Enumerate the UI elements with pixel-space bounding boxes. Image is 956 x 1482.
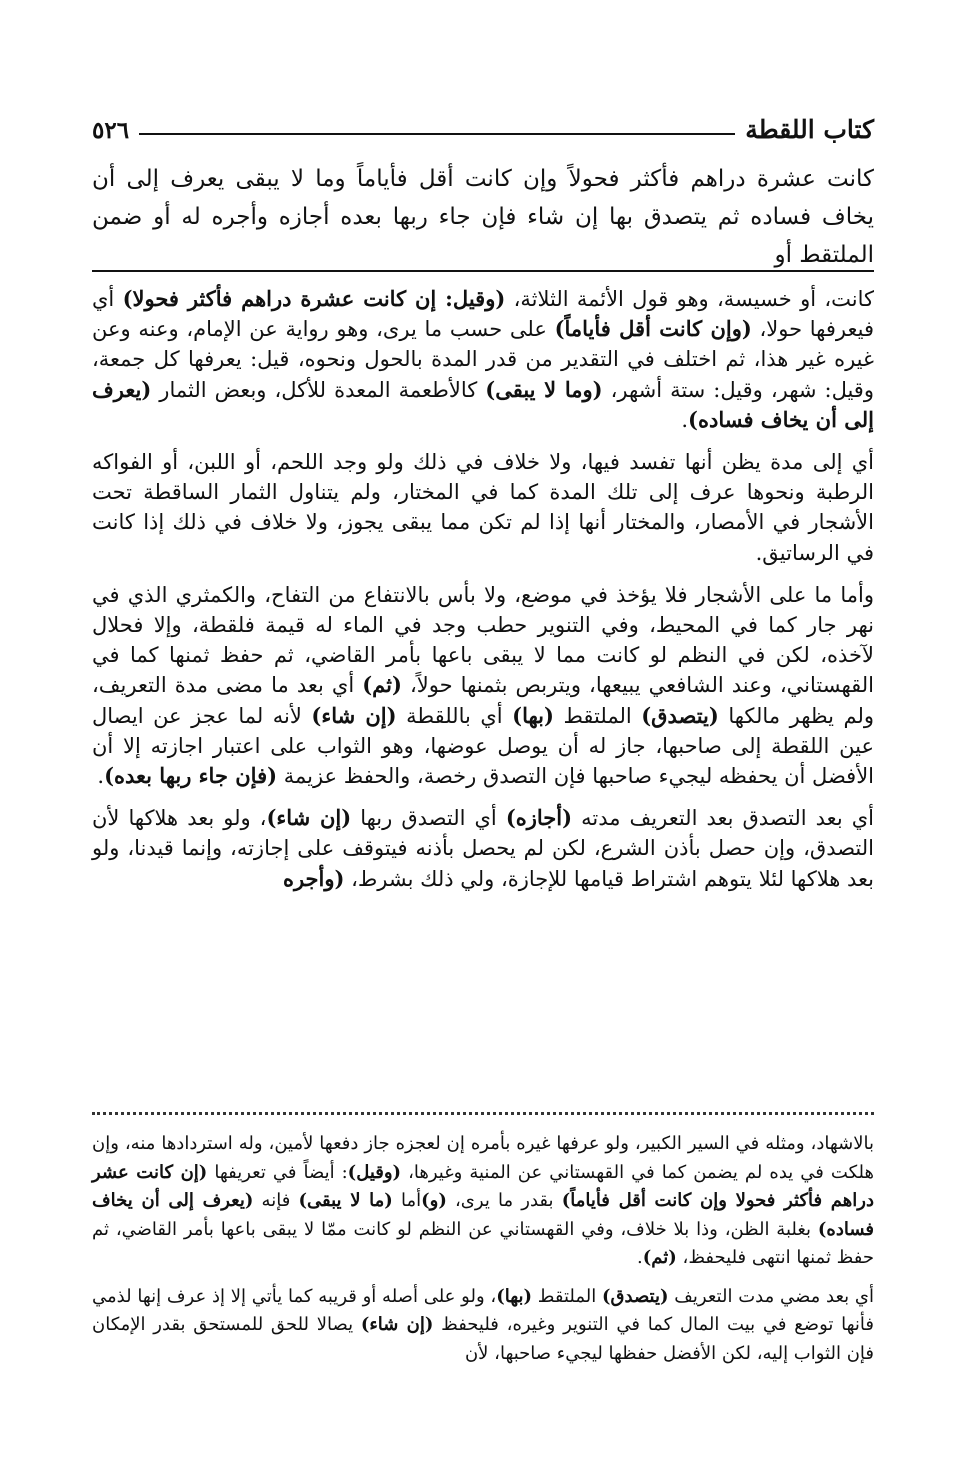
bold-quote: (يعرف إلى أن يخاف فساده): [92, 1190, 874, 1240]
bold-quote: (أجازه): [505, 805, 573, 831]
bold-quote: (إن شاء): [311, 702, 397, 728]
text-run: ، ولو بعد هلاكها لأن التصدق، وإن حصل بأذن الشرع، لكن لم يحصل بأذنه فيتوقف على إجازته، وإنما قيدنا، ولو بعد هلاكها لئلا يتوهم اشتراط قيامها للإجازة، ولي ذلك بشرط،: [92, 806, 874, 891]
text-run: أي بعد التصدق بعد التعريف مدته: [572, 806, 874, 831]
hashiya-paragraph: [92, 1283, 874, 1369]
bold-quote: (يعرف إلى أن يخاف فساده): [92, 376, 874, 432]
bold-quote: (ما لا يبقى): [298, 1190, 393, 1211]
text-run: على حسب ما يرى، وهو رواية عن الإمام، وعنه وعن غيره غير هذا، ثم اختلف في التقدير من قدر المدة بالحول ونحوه، قيل: يعرفها كل جمعة، وقيل: شهر، وقيل: ستة أشهر،: [92, 317, 874, 402]
bold-quote: (يتصدق): [641, 702, 719, 728]
text-run: الملتقط: [553, 703, 642, 728]
hashiya-footnote: [92, 1130, 874, 1378]
bold-quote: (وقيل): [347, 1161, 402, 1183]
text-run: .: [681, 407, 689, 432]
bold-quote: (بها): [496, 1285, 533, 1307]
text-run: أما: [392, 1190, 422, 1211]
text-run: بالاشهاد، ومثله في السير الكبير، ولو عرفها غيره بأمره إن لعجزه جاز دفعها لأمين، وله استردادها منه، وإن هلكت في يده لم يضمن كما في القهستاني عن المنية وغيرها،: [92, 1133, 874, 1183]
hashiya-paragraph: [92, 1130, 874, 1273]
text-run: أي فيعرفها حولا،: [92, 287, 874, 342]
text-run: وأما ما على الأشجار فلا يؤخذ في موضع، ولا بأس بالانتفاع من التفاح، والكمثري الذي في نهر جار كما في المحيط، وفي التنوير حطب وجد في الماء له قيمة فلقطة، وإلا فحلال لآخذه، لكن في النظم لو كانت مما لا يبقى باعها بأمر القاضي، ثم حفظ ثمنها كما في القهستاني، وعند الشافعي يبيعها، ويتربص بثمنها حولاً،: [92, 582, 874, 698]
bold-quote: (وإن كانت أقل فأياماً): [554, 316, 752, 342]
page-number: ٥٢٦: [92, 117, 130, 144]
sharh-paragraph: [92, 580, 874, 791]
text-run: الملتقط: [532, 1285, 603, 1307]
text-run: .: [637, 1247, 643, 1268]
bold-quote: (وما لا يبقى): [485, 376, 603, 402]
bold-quote: (وقيل: إن كانت عشرة دراهم فأكثر فحولا): [122, 286, 506, 311]
text-run: أي باللقطة: [396, 703, 513, 728]
bold-quote: (إن شاء): [266, 805, 352, 831]
sharh-paragraph: [92, 803, 874, 894]
bold-quote: (إن شاء): [360, 1314, 434, 1335]
text-run: أي بعد ما مضى مدة التعريف، ولم يظهر مالكها: [92, 673, 874, 728]
text-run: بقدر ما يرى،: [446, 1190, 562, 1211]
header-rule: [139, 133, 735, 135]
text-run: بغلبة الظن، وذا بلا خلاف، وفي القهستاني عن النظم لو كانت ممّا لا يبقى باعها بأمر القاضي، ثم حفظ ثمنها انتهى فليحفظ،: [92, 1218, 874, 1268]
bold-quote: (و): [421, 1190, 447, 1211]
text-run: لأنه لما عجز عن ايصال عين اللقطة إلى صاحبها، جاز له أن يوصل عوضها، وهو الثواب على اعتبار اجازته إلا أن الأفضل أن يحفظه ليجيء صاحبها فإن التصدق رخصة، والحفظ عزيمة: [92, 703, 874, 789]
sharh-paragraph: [92, 284, 874, 435]
bold-quote: (فإن جاء ربها بعده): [104, 763, 278, 789]
bold-quote: (بها): [512, 702, 554, 728]
matn-separator: [92, 270, 874, 272]
bold-quote: (ثم): [362, 672, 402, 698]
bold-quote: (وأجره: [282, 865, 345, 891]
text-run: : أيضاً في تعريفها: [207, 1161, 348, 1183]
text-run: أي إلى مدة يظن أنها تفسد فيها، ولا خلاف في ذلك ولو وجد اللحم، أو اللبن، أو الفواكه الرطبة ونحوها عرف إلى تلك المدة كما في المختار، ولم يتناول الثمار الساقطة تحت الأشجار في الأمصار، والمختار أنها إذا لم تكن مما يبقى يجوز، ولا خلاف في ذلك إذا كانت في الرساتيق.: [92, 450, 874, 565]
sharh-commentary: [92, 284, 874, 906]
text-run: كانت، أو خسيسة، وهو قول الأئمة الثلاثة،: [505, 287, 874, 311]
bold-quote: (يتصدق): [602, 1285, 669, 1307]
sharh-paragraph: [92, 447, 874, 568]
text-run: فإنه: [253, 1190, 299, 1211]
bold-quote: (إن كانت عشر دراهم فأكثر فحولا وإن كانت أقل فأياماً): [92, 1161, 874, 1211]
text-run: ، ولو على أصله أو قريبه كما يأتي إلا إذ عرف إنها لذمي فأنها توضع في بيت المال كما في التنوير وغيره، فليحفظ: [92, 1285, 874, 1335]
bold-quote: (ثم): [642, 1247, 677, 1268]
dotted-separator: [92, 1112, 874, 1115]
text-run: يصالا للحق للمستحق بقدر الإمكان فإن الثواب إليه، لكن الأفضل حفظها ليجيء صاحبها، لأن: [92, 1314, 874, 1364]
text-run: أي بعد مضي مدت التعريف: [668, 1285, 874, 1307]
matn-text: كانت عشرة دراهم فأكثر فحولاً وإن كانت أقل فأياماً وما لا يبقى يعرف إلى أن يخاف فساده ثم يتصدق بها إن شاء فإن جاء ربها بعده أجازه وأجره له أو ضمن الملتقط أو: [92, 166, 874, 268]
chapter-title: كتاب اللقطة: [745, 115, 874, 144]
page-header: [92, 104, 874, 144]
text-run: .: [97, 764, 105, 789]
text-run: أي التصدق ربها: [351, 806, 506, 831]
text-run: كالأطعمة المعدة للأكل، وبعض الثمار: [151, 377, 486, 402]
